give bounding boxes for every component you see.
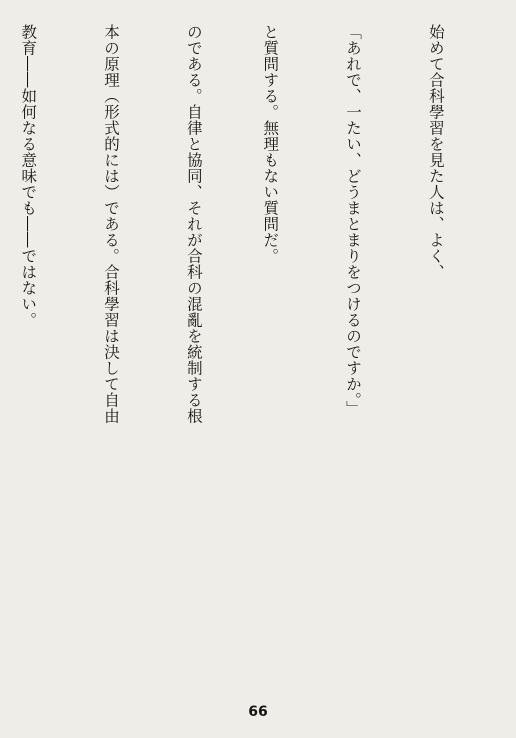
text-line: 始めて合科學習を見た人は、よく、 bbox=[426, 24, 445, 280]
page-number: 66 bbox=[248, 704, 268, 720]
text-column-left bbox=[12, 24, 262, 686]
text-line: のである。自律と協同、それが合科の混亂を統制する根 bbox=[184, 24, 203, 424]
text-line: 「あれで、一たい、どうまとまりをつけるのですか。」 bbox=[344, 24, 363, 417]
text-column-right bbox=[256, 24, 504, 686]
text-line: 教育――如何なる意味でも――ではない。 bbox=[19, 24, 38, 328]
text-line: と質問する。無理もない質問だ。 bbox=[261, 24, 280, 264]
text-line: 本の原理（形式的には）である。合科學習は決して自由 bbox=[102, 24, 121, 424]
